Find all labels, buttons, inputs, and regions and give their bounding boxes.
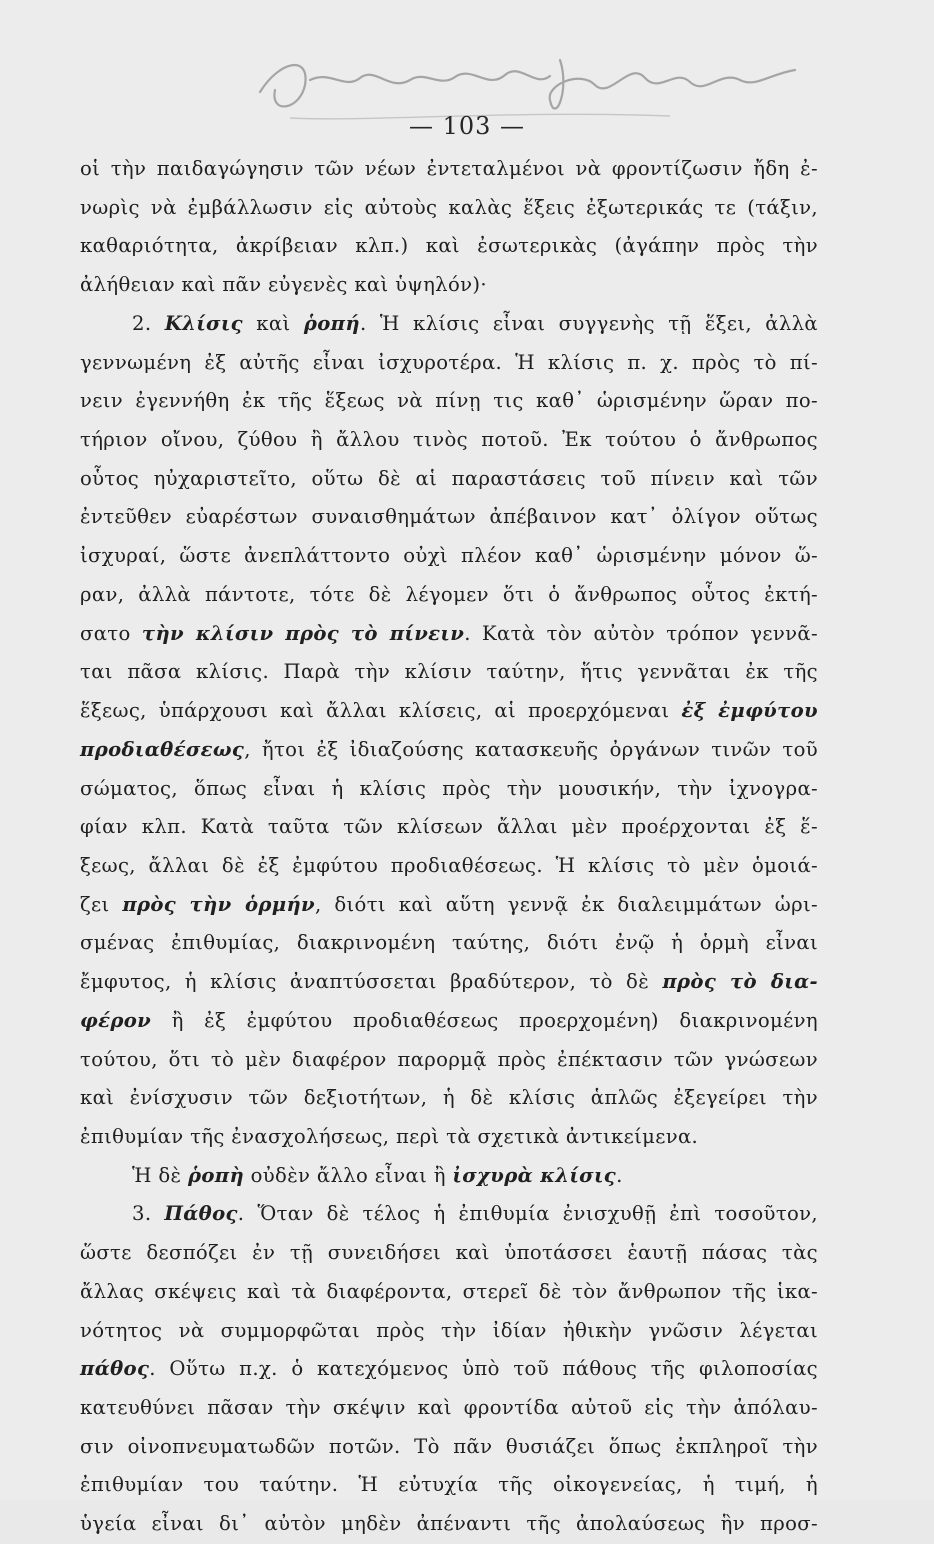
bold-term: φέρον bbox=[80, 1008, 152, 1032]
text-run: , διότι καὶ αὕτη γεννᾷ ἐκ διαλειμμάτων ὡρι- bbox=[314, 892, 818, 916]
text-run: καὶ ἐνίσχυσιν τῶν δεξιοτήτων, ἡ δὲ κλίσις ἁπλῶς ἐξεγείρει τὴν bbox=[80, 1086, 818, 1110]
text-run: ἰσχυραί, ὥστε ἀνεπλάττοντο οὐχὶ πλέον καθ᾽ ὡρισμένην μόνον ὥ- bbox=[80, 544, 818, 568]
text-line bbox=[80, 344, 818, 383]
text-line bbox=[80, 1389, 818, 1428]
bold-term: ἰσχυρὰ κλίσις bbox=[452, 1163, 617, 1187]
text-run: ἐντεῦθεν εὐαρέστων συναισθημάτων ἀπέβαινον κατ᾽ ὀλίγον οὕτως bbox=[80, 505, 818, 529]
text-run: φίαν κλπ. Κατὰ ταῦτα τῶν κλίσεων ἄλλαι μὲν προέρχονται ἐξ ἕ- bbox=[80, 815, 818, 839]
text-line bbox=[80, 227, 818, 266]
body-text bbox=[80, 150, 818, 1544]
bold-term: πάθος bbox=[80, 1357, 150, 1381]
text-line bbox=[80, 615, 818, 654]
text-run: ἄλλας σκέψεις καὶ τὰ διαφέροντα, στερεῖ δὲ τὸν ἄνθρωπον τῆς ἱκα- bbox=[80, 1279, 818, 1303]
text-run: 3. bbox=[132, 1202, 165, 1226]
text-line bbox=[80, 1157, 818, 1196]
bold-term: ῥοπὴ bbox=[187, 1163, 245, 1187]
text-run: . Ἡ κλίσις εἶναι συγγενὴς τῇ ἕξει, ἀλλὰ bbox=[359, 311, 818, 335]
text-line bbox=[80, 460, 818, 499]
text-line bbox=[80, 924, 818, 963]
text-run: . bbox=[616, 1163, 623, 1187]
text-line bbox=[80, 305, 818, 344]
text-run: καθαριότητα, ἀκρίβειαν κλπ.) καὶ ἐσωτερικὰς (ἀγάπην πρὸς τὴν bbox=[80, 234, 818, 258]
bold-term: Κλίσις bbox=[164, 311, 243, 335]
bold-term: Πάθος bbox=[164, 1202, 238, 1226]
text-line bbox=[80, 576, 818, 615]
text-line bbox=[80, 421, 818, 460]
text-run: οὐδὲν ἄλλο εἶναι ἢ bbox=[244, 1163, 453, 1187]
text-line bbox=[80, 1428, 818, 1467]
text-run: νωρὶς νὰ ἐμβάλλωσιν εἰς αὐτοὺς καλὰς ἕξεις ἐξωτερικάς τε (τάξιν, bbox=[80, 195, 818, 219]
text-run: κατευθύνει πᾶσαν τὴν σκέψιν καὶ φροντίδα αὐτοῦ εἰς τὴν ἀπόλαυ- bbox=[80, 1396, 818, 1419]
text-run: ἔμφυτος, ἡ κλίσις ἀναπτύσσεται βραδύτερον, τὸ δὲ bbox=[80, 970, 663, 994]
text-run: ζει bbox=[80, 892, 123, 916]
text-line bbox=[80, 692, 818, 731]
text-line bbox=[80, 886, 818, 925]
text-run: σμένας ἐπιθυμίας, διακρινομένη ταύτης, διότι ἐνῷ ἡ ὁρμὴ εἶναι bbox=[80, 931, 818, 955]
text-run: σιν οἰνοπνευματωδῶν ποτῶν. Τὸ πᾶν θυσιάζει ὅπως ἐκπληροῖ τὴν bbox=[80, 1434, 818, 1458]
text-run: , ἤτοι ἐξ ἰδιαζούσης κατασκευῆς ὀργάνων τινῶν τοῦ bbox=[244, 737, 818, 761]
text-run: . Κατὰ τὸν αὐτὸν τρόπον γεννᾶ- bbox=[464, 621, 818, 645]
text-line bbox=[80, 1118, 818, 1157]
text-line bbox=[80, 382, 818, 421]
text-run: ἐπιθυμίαν του ταύτην. Ἡ εὐτυχία τῆς οἰκογενείας, ἡ τιμή, ἡ bbox=[80, 1473, 818, 1497]
text-line bbox=[80, 770, 818, 809]
text-line bbox=[80, 266, 818, 305]
bold-term: ἐξ ἐμφύτου bbox=[681, 699, 819, 723]
text-run: . Ὅταν δὲ τέλος ἡ ἐπιθυμία ἐνισχυθῇ ἐπὶ τοσοῦτον, bbox=[237, 1202, 818, 1226]
text-run: Ἡ δὲ bbox=[132, 1163, 188, 1187]
text-line bbox=[80, 1195, 818, 1234]
text-line bbox=[80, 1350, 818, 1389]
text-run: ἕξεως, ὑπάρχουσι καὶ ἄλλαι κλίσεις, αἱ προερχόμεναι bbox=[80, 699, 682, 723]
text-run: 2. bbox=[132, 311, 165, 335]
text-line bbox=[80, 1041, 818, 1080]
text-run: γεννωμένη ἐξ αὐτῆς εἶναι ἰσχυροτέρα. Ἡ κλίσις π. χ. πρὸς τὸ πί- bbox=[80, 350, 818, 374]
bold-term: προδιαθέσεως bbox=[80, 737, 245, 761]
text-line bbox=[80, 1466, 818, 1505]
text-run: ξεως, ἄλλαι δὲ ἐξ ἐμφύτου προδιαθέσεως. Ἡ κλίσις τὸ μὲν ὁμοιά- bbox=[80, 853, 818, 877]
text-line bbox=[80, 963, 818, 1002]
text-run: νειν ἐγεννήθη ἐκ τῆς ἕξεως νὰ πίνῃ τις καθ᾽ ὡρισμένην ὥραν πο- bbox=[80, 389, 818, 413]
text-line bbox=[80, 498, 818, 537]
text-run: νότητος νὰ συμμορφῶται πρὸς τὴν ἰδίαν ἠθικὴν γνῶσιν λέγεται bbox=[80, 1318, 818, 1342]
text-line bbox=[80, 1505, 818, 1544]
text-run: . Οὕτω π.χ. ὁ κατεχόμενος ὑπὸ τοῦ πάθους τῆς φιλοποσίας bbox=[149, 1357, 818, 1381]
text-run: ἐπιθυμίαν τῆς ἐνασχολήσεως, περὶ τὰ σχετικὰ ἀντικείμενα. bbox=[80, 1124, 699, 1148]
text-run: τούτου, ὅτι τὸ μὲν διαφέρον παρορμᾷ πρὸς ἐπέκτασιν τῶν γνώσεων bbox=[80, 1047, 818, 1071]
text-line bbox=[80, 808, 818, 847]
text-run: τήριον οἴνου, ζύθου ἢ ἄλλου τινὸς ποτοῦ. Ἐκ τούτου ὁ ἄνθρωπος bbox=[80, 428, 818, 452]
text-run: ἀλήθειαν καὶ πᾶν εὐγενὲς καὶ ὑψηλόν)· bbox=[80, 273, 487, 297]
text-run: ραν, ἀλλὰ πάντοτε, τότε δὲ λέγομεν ὅτι ὁ ἄνθρωπος οὗτος ἐκτή- bbox=[80, 582, 818, 606]
text-run: σατο bbox=[80, 621, 142, 645]
text-line bbox=[80, 731, 818, 770]
text-line bbox=[80, 653, 818, 692]
text-run: οὗτος ηὐχαριστεῖτο, οὕτω δὲ αἱ παραστάσεις τοῦ πίνειν καὶ τῶν bbox=[80, 466, 818, 490]
bold-term: πρὸς τὴν ὁρμήν bbox=[122, 892, 315, 916]
text-run: σώματος, ὅπως εἶναι ἡ κλίσις πρὸς τὴν μουσικήν, τὴν ἰχνογρα- bbox=[80, 776, 818, 800]
text-run: καὶ bbox=[242, 311, 304, 335]
text-line bbox=[80, 1079, 818, 1118]
bold-term: πρὸς τὸ δια- bbox=[662, 970, 818, 994]
bold-term: τὴν κλίσιν πρὸς τὸ πίνειν bbox=[141, 621, 465, 645]
text-line bbox=[80, 189, 818, 228]
text-run: ὥστε δεσπόζει ἐν τῇ συνειδήσει καὶ ὑποτάσσει ἑαυτῇ πάσας τὰς bbox=[80, 1241, 818, 1265]
text-line bbox=[80, 1312, 818, 1351]
bold-term: ῥοπή bbox=[303, 311, 360, 335]
text-line bbox=[80, 537, 818, 576]
text-line bbox=[80, 1273, 818, 1312]
text-run: ὑγεία εἶναι δι᾽ αὐτὸν μηδὲν ἀπέναντι τῆς ἀπολαύσεως ἣν προσ- bbox=[80, 1512, 818, 1536]
text-line bbox=[80, 847, 818, 886]
text-run: ἢ ἐξ ἐμφύτου προδιαθέσεως προερχομένη) διακρινομένη bbox=[151, 1008, 818, 1032]
text-run: ται πᾶσα κλίσις. Παρὰ τὴν κλίσιν ταύτην, ἥτις γεννᾶται ἐκ τῆς bbox=[80, 660, 818, 684]
page-number: — 103 — bbox=[408, 112, 526, 140]
text-line bbox=[80, 1002, 818, 1041]
text-run: οἱ τὴν παιδαγώγησιν τῶν νέων ἐντεταλμένοι νὰ φροντίζωσιν ἤδη ἐ- bbox=[80, 157, 818, 180]
text-line bbox=[80, 1234, 818, 1273]
text-line bbox=[80, 150, 818, 189]
